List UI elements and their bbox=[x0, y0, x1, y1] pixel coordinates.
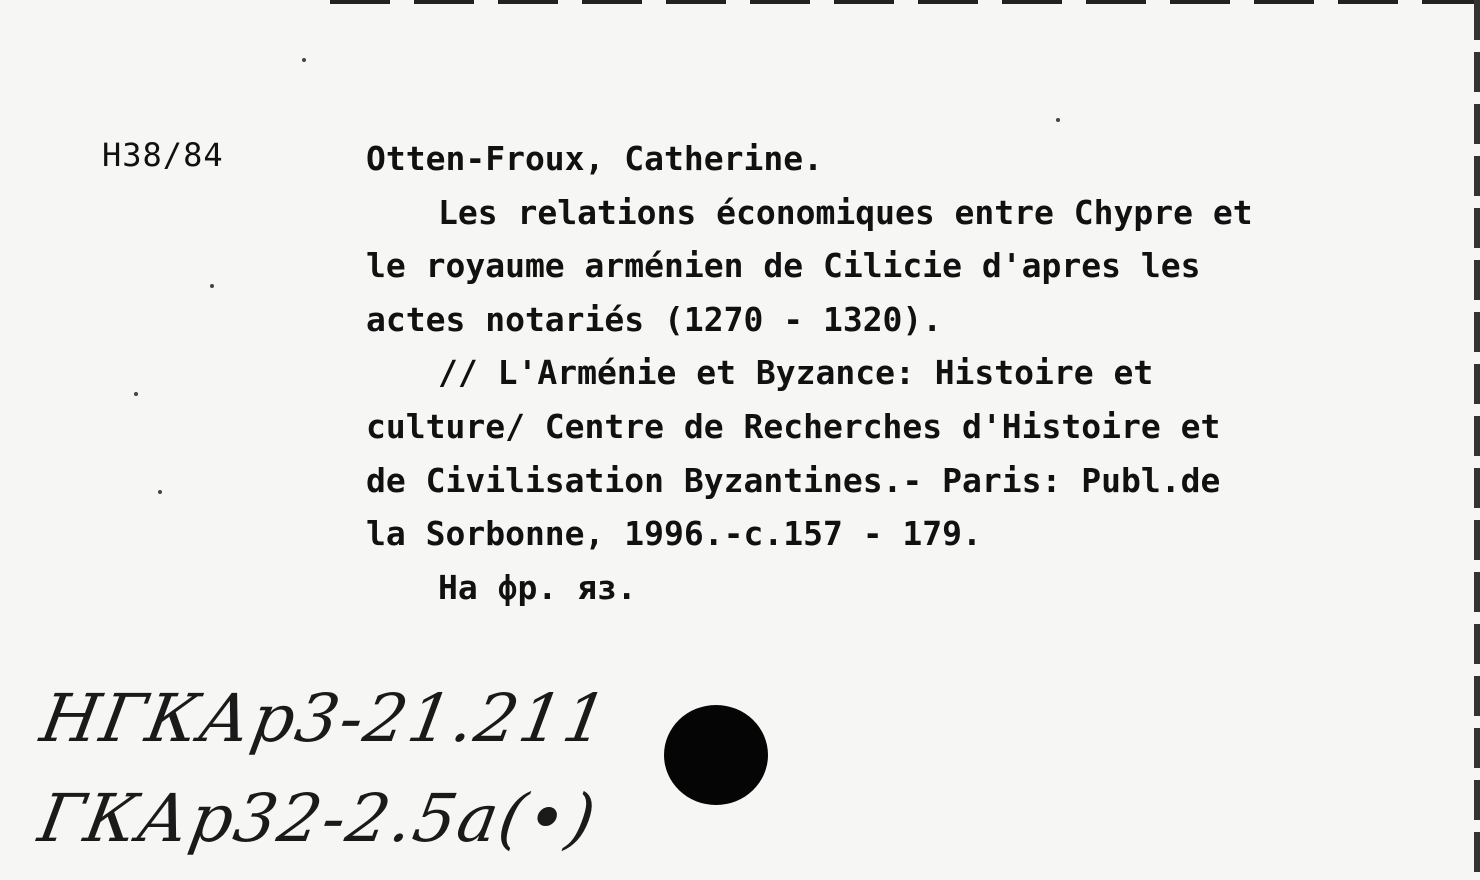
speck bbox=[210, 284, 214, 288]
speck bbox=[158, 490, 162, 494]
language-note: На фр. яз. bbox=[438, 567, 637, 607]
source-line-4: la Sorbonne, 1996.-c.157 - 179. bbox=[366, 514, 982, 554]
bibliographic-entry bbox=[366, 132, 1420, 614]
title-line-3: actes notariés (1270 - 1320). bbox=[366, 299, 943, 339]
speck bbox=[1056, 118, 1060, 122]
call-number: H38/84 bbox=[102, 136, 224, 174]
source-line-1: // L'Arménie et Byzance: Histoire et bbox=[438, 353, 1154, 393]
handwritten-shelfmark-1: НГКАр3-21.211 bbox=[35, 680, 615, 757]
source-line-2: culture/ Centre de Recherches d'Histoire et bbox=[366, 406, 1221, 446]
title-line-1: Les relations économiques entre Chypre et bbox=[438, 192, 1253, 232]
title-line-2: le royaume arménien de Cilicie d'apres les bbox=[366, 246, 1201, 286]
source-line-3: de Civilisation Byzantines.- Paris: Publ.de bbox=[366, 460, 1221, 500]
speck bbox=[134, 392, 138, 396]
speck bbox=[302, 58, 306, 62]
handwritten-shelfmark-2: ГКАр32-2.5а(•) bbox=[33, 780, 603, 857]
punch-hole bbox=[664, 705, 768, 805]
author-line: Otten-Froux, Catherine. bbox=[366, 139, 823, 178]
card-top-edge bbox=[330, 0, 1480, 4]
card-right-edge bbox=[1474, 0, 1480, 880]
